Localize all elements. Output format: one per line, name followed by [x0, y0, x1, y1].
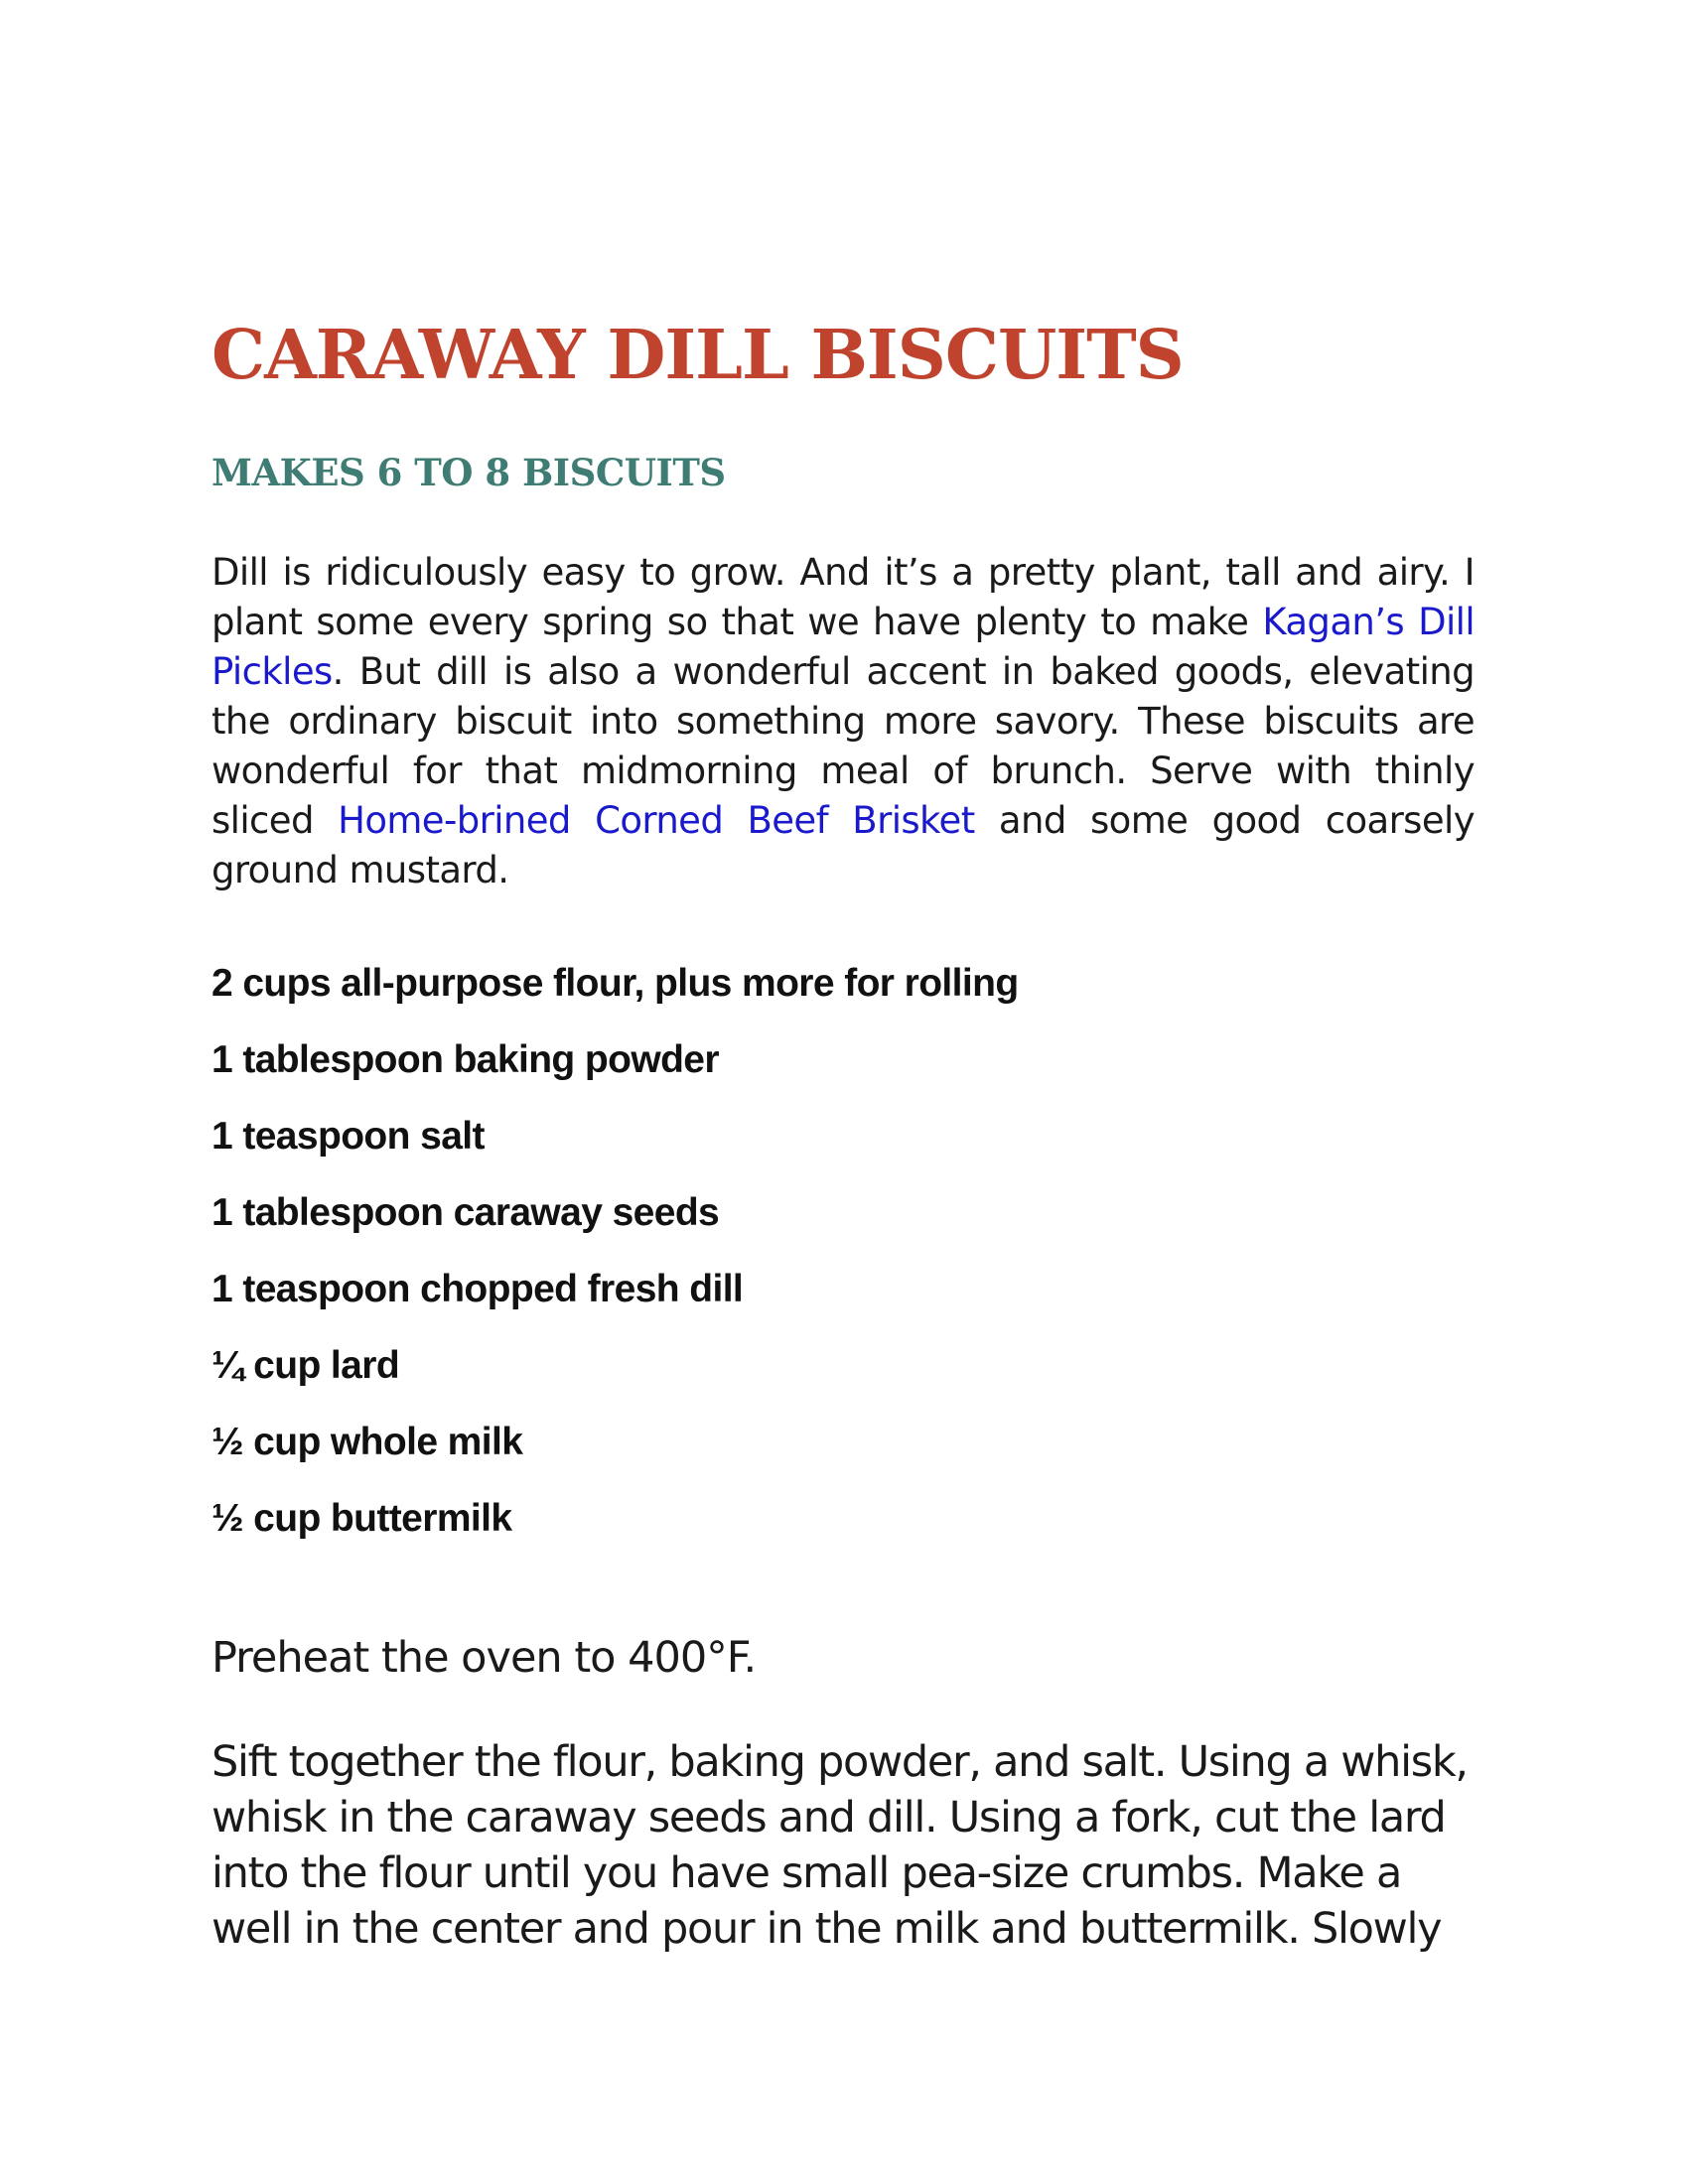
corned-beef-brisket-link[interactable]: Home-brined Corned Beef Brisket — [338, 799, 975, 842]
method-line: into the flour until you have small pea-size crumbs. Make a — [211, 1848, 1401, 1898]
ingredients-list — [211, 958, 1019, 1570]
method-step-mix — [211, 1734, 1475, 1957]
kagans-dill-pickles-link[interactable]: Kagan’s Dill Pickles — [211, 601, 1476, 693]
intro-text-1: Dill is ridiculously easy to grow. And it’s a pretty plant, tall and airy. I plant some every spring so that we have plenty to make — [211, 551, 1475, 643]
method-step-preheat: Preheat the oven to 400°F. — [211, 1633, 757, 1683]
method-line: well in the center and pour in the milk and buttermilk. Slowly — [211, 1904, 1442, 1954]
method-line: Sift together the flour, baking powder, and salt. Using a whisk, — [211, 1737, 1468, 1787]
method-line: whisk in the caraway seeds and dill. Using a fork, cut the lard — [211, 1793, 1446, 1843]
ingredient-item: 2 cups all-purpose flour, plus more for rolling — [211, 962, 1019, 1005]
ingredient-item: ¼ cup lard — [211, 1344, 400, 1387]
ingredient-item: 1 tablespoon caraway seeds — [211, 1191, 720, 1234]
ingredient-item: ½ cup whole milk — [211, 1421, 523, 1463]
ingredient-item: 1 tablespoon baking powder — [211, 1038, 719, 1081]
ingredient-item: ½ cup buttermilk — [211, 1497, 512, 1540]
intro-text-3: and some good coarsely ground mustard. — [211, 799, 1475, 891]
recipe-yield: MAKES 6 TO 8 BISCUITS — [211, 451, 726, 494]
ingredient-item: 1 teaspoon chopped fresh dill — [211, 1268, 744, 1310]
ingredient-item: 1 teaspoon salt — [211, 1115, 485, 1158]
recipe-title: CARAWAY DILL BISCUITS — [211, 316, 1184, 395]
recipe-intro — [211, 548, 1475, 895]
intro-text-2: . But dill is also a wonderful accent in baked goods, elevating the ordinary biscuit into something more savory. These biscuits are wonderful for that midmorning meal of brunch. Serve with thinly sliced — [211, 650, 1475, 842]
